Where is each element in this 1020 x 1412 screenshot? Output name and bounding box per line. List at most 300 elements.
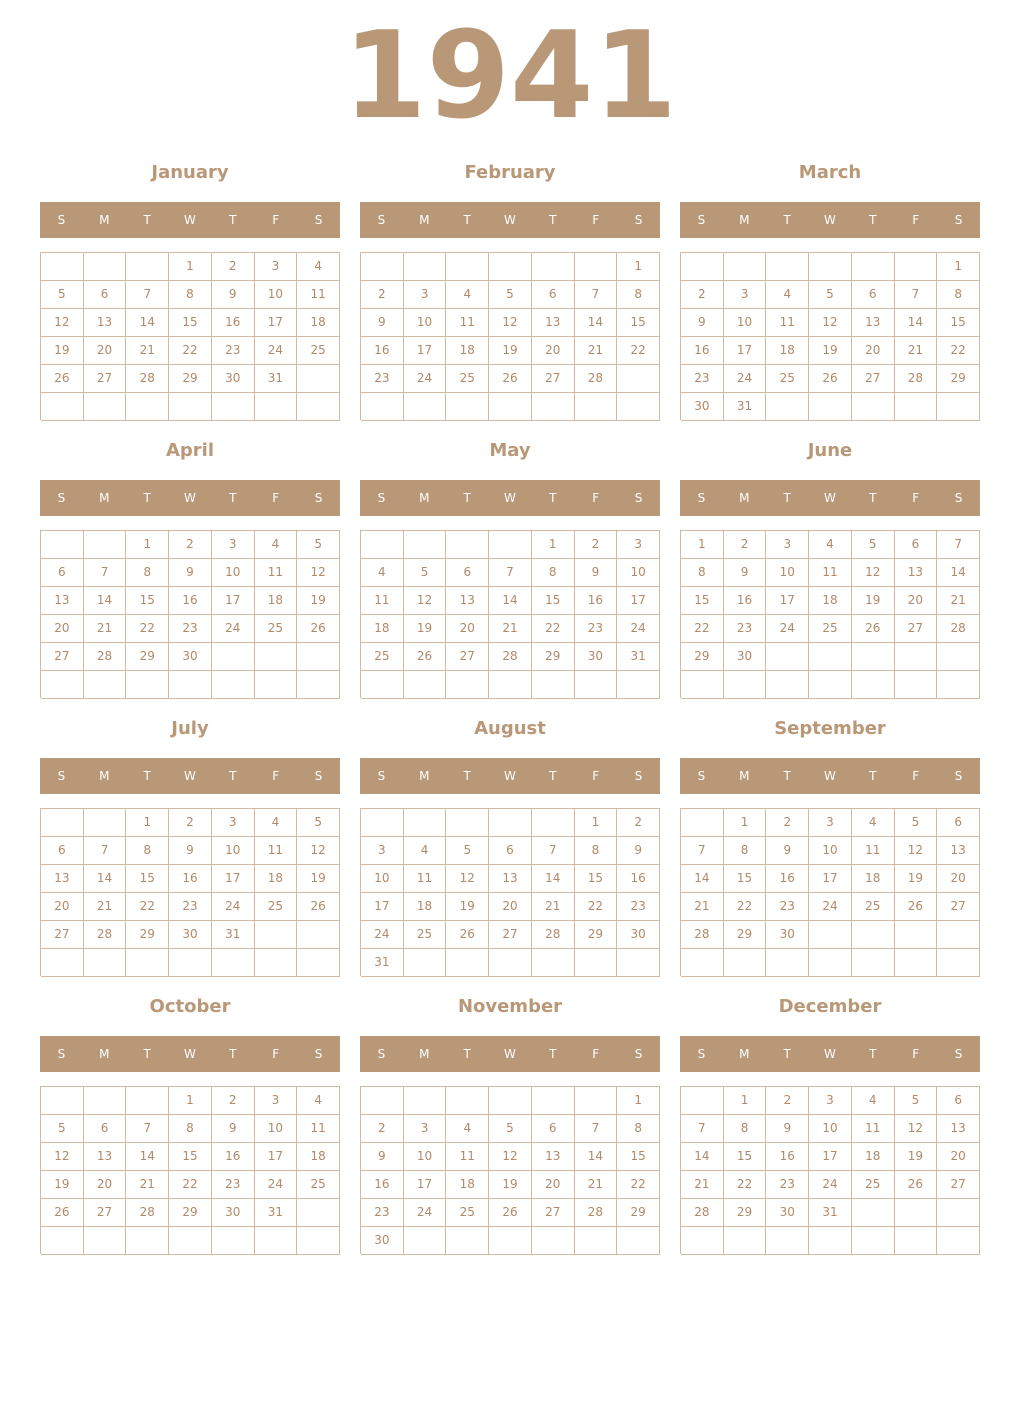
day-cell <box>809 671 852 699</box>
day-cell: 20 <box>41 615 84 643</box>
day-cell <box>297 365 340 393</box>
day-cell: 30 <box>681 393 724 421</box>
day-cell: 14 <box>126 309 169 337</box>
day-cell: 27 <box>41 643 84 671</box>
day-cell: 22 <box>169 337 212 365</box>
day-cell: 28 <box>937 615 980 643</box>
day-cell: 7 <box>126 1115 169 1143</box>
day-cell: 11 <box>766 309 809 337</box>
day-cell: 31 <box>255 365 298 393</box>
day-cell: 11 <box>255 837 298 865</box>
day-cell: 9 <box>575 559 618 587</box>
day-cell: 11 <box>404 865 447 893</box>
day-cell: 9 <box>766 837 809 865</box>
day-cell <box>41 949 84 977</box>
day-cell: 14 <box>489 587 532 615</box>
day-cell: 28 <box>681 1199 724 1227</box>
weekday-label: T <box>463 1047 471 1061</box>
day-cell <box>84 393 127 421</box>
day-cell <box>446 949 489 977</box>
day-cell: 29 <box>681 643 724 671</box>
day-cell: 8 <box>724 1115 767 1143</box>
day-cell: 10 <box>212 559 255 587</box>
day-cell: 8 <box>532 559 575 587</box>
day-cell: 18 <box>255 865 298 893</box>
weekday-label: S <box>57 213 66 227</box>
day-cell: 27 <box>937 1171 980 1199</box>
day-cell <box>212 949 255 977</box>
day-cell <box>852 1227 895 1255</box>
day-cell: 18 <box>404 893 447 921</box>
day-cell: 1 <box>617 1087 660 1115</box>
day-cell <box>41 1087 84 1115</box>
day-cell: 31 <box>809 1199 852 1227</box>
day-cell: 4 <box>255 809 298 837</box>
day-cell: 5 <box>404 559 447 587</box>
weekday-header <box>680 758 980 794</box>
day-cell: 27 <box>532 365 575 393</box>
day-cell: 20 <box>937 865 980 893</box>
day-cell <box>937 921 980 949</box>
month-name: October <box>149 996 231 1017</box>
day-cell <box>126 1087 169 1115</box>
day-cell: 30 <box>169 643 212 671</box>
day-cell <box>41 393 84 421</box>
day-cell: 4 <box>297 253 340 281</box>
day-cell: 13 <box>532 309 575 337</box>
day-cell: 3 <box>617 531 660 559</box>
day-cell <box>489 393 532 421</box>
day-cell: 17 <box>724 337 767 365</box>
day-cell: 26 <box>297 615 340 643</box>
month-name: December <box>778 996 882 1017</box>
day-cell: 18 <box>255 587 298 615</box>
day-cell: 23 <box>681 365 724 393</box>
weekday-label: S <box>634 491 643 505</box>
day-cell: 1 <box>724 1087 767 1115</box>
day-cell: 11 <box>297 281 340 309</box>
day-cell: 8 <box>681 559 724 587</box>
day-cell: 22 <box>724 893 767 921</box>
day-cell: 23 <box>169 893 212 921</box>
day-cell: 2 <box>575 531 618 559</box>
day-cell: 9 <box>724 559 767 587</box>
day-cell: 4 <box>404 837 447 865</box>
day-cell: 12 <box>404 587 447 615</box>
weekday-label: W <box>184 769 196 783</box>
day-cell: 13 <box>41 587 84 615</box>
day-cell <box>617 1227 660 1255</box>
day-cell <box>937 671 980 699</box>
day-cell: 21 <box>937 587 980 615</box>
day-cell: 27 <box>84 365 127 393</box>
weekday-label: M <box>419 769 430 783</box>
day-cell: 11 <box>297 1115 340 1143</box>
day-cell <box>41 531 84 559</box>
day-cell <box>297 921 340 949</box>
day-cell <box>724 949 767 977</box>
day-cell <box>575 1227 618 1255</box>
weekday-header <box>40 202 340 238</box>
weekday-label: M <box>739 491 750 505</box>
day-grid <box>680 530 980 698</box>
day-cell: 26 <box>41 365 84 393</box>
day-cell: 20 <box>446 615 489 643</box>
day-grid <box>40 252 340 420</box>
day-cell <box>895 949 938 977</box>
weekday-label: S <box>314 769 323 783</box>
day-cell <box>766 393 809 421</box>
day-cell: 21 <box>84 893 127 921</box>
weekday-label: T <box>549 213 557 227</box>
day-cell: 23 <box>766 1171 809 1199</box>
day-cell <box>255 1227 298 1255</box>
day-cell <box>895 643 938 671</box>
day-cell: 2 <box>766 1087 809 1115</box>
day-cell: 3 <box>766 531 809 559</box>
day-cell: 15 <box>681 587 724 615</box>
weekday-label: T <box>869 213 877 227</box>
day-cell: 10 <box>809 837 852 865</box>
day-cell <box>766 1227 809 1255</box>
day-cell: 22 <box>724 1171 767 1199</box>
day-cell <box>212 1227 255 1255</box>
weekday-label: T <box>463 213 471 227</box>
weekday-label: W <box>184 491 196 505</box>
day-cell: 29 <box>724 921 767 949</box>
day-cell: 15 <box>937 309 980 337</box>
day-cell: 15 <box>126 865 169 893</box>
weekday-header <box>360 1036 660 1072</box>
day-cell: 14 <box>575 309 618 337</box>
weekday-label: F <box>592 769 600 783</box>
weekday-label: T <box>229 769 237 783</box>
day-cell <box>895 1227 938 1255</box>
day-cell: 25 <box>446 1199 489 1227</box>
day-cell <box>489 671 532 699</box>
day-cell <box>724 671 767 699</box>
day-cell <box>255 393 298 421</box>
weekday-label: S <box>57 491 66 505</box>
day-cell <box>404 1227 447 1255</box>
day-cell: 13 <box>489 865 532 893</box>
day-cell: 15 <box>617 309 660 337</box>
day-cell: 1 <box>617 253 660 281</box>
day-cell: 29 <box>126 643 169 671</box>
weekday-label: M <box>99 769 110 783</box>
day-cell: 23 <box>361 365 404 393</box>
day-cell: 18 <box>446 1171 489 1199</box>
day-cell: 7 <box>575 1115 618 1143</box>
weekday-label: S <box>634 769 643 783</box>
weekday-label: T <box>463 491 471 505</box>
day-cell: 5 <box>41 281 84 309</box>
day-cell: 24 <box>212 615 255 643</box>
day-cell <box>41 1227 84 1255</box>
day-cell: 14 <box>575 1143 618 1171</box>
day-cell: 4 <box>766 281 809 309</box>
day-cell: 17 <box>766 587 809 615</box>
weekday-label: F <box>272 769 280 783</box>
weekday-label: S <box>697 213 706 227</box>
day-cell: 25 <box>809 615 852 643</box>
day-grid <box>40 1086 340 1254</box>
weekday-header <box>360 758 660 794</box>
day-cell: 9 <box>169 559 212 587</box>
day-cell: 5 <box>489 1115 532 1143</box>
weekday-label: M <box>99 213 110 227</box>
day-cell <box>297 643 340 671</box>
day-cell: 28 <box>84 643 127 671</box>
day-cell: 25 <box>852 893 895 921</box>
day-cell: 10 <box>212 837 255 865</box>
day-cell: 30 <box>212 1199 255 1227</box>
month-name: March <box>798 162 862 183</box>
day-cell: 18 <box>809 587 852 615</box>
day-cell <box>446 671 489 699</box>
day-cell <box>84 671 127 699</box>
weekday-label: T <box>143 491 151 505</box>
day-cell: 15 <box>169 1143 212 1171</box>
day-cell <box>809 1227 852 1255</box>
day-cell <box>575 949 618 977</box>
weekday-label: T <box>229 213 237 227</box>
day-cell: 16 <box>169 587 212 615</box>
day-cell: 9 <box>361 309 404 337</box>
day-cell: 15 <box>724 1143 767 1171</box>
day-cell: 11 <box>361 587 404 615</box>
day-cell: 26 <box>809 365 852 393</box>
weekday-label: F <box>592 491 600 505</box>
day-cell <box>937 393 980 421</box>
day-cell: 6 <box>895 531 938 559</box>
day-cell <box>126 393 169 421</box>
day-cell: 25 <box>297 1171 340 1199</box>
day-cell: 30 <box>575 643 618 671</box>
day-cell <box>532 253 575 281</box>
day-cell: 19 <box>297 865 340 893</box>
day-cell: 30 <box>617 921 660 949</box>
day-cell: 2 <box>724 531 767 559</box>
day-cell: 17 <box>212 865 255 893</box>
weekday-label: T <box>143 769 151 783</box>
day-cell: 2 <box>212 1087 255 1115</box>
weekday-header <box>680 202 980 238</box>
day-cell: 6 <box>532 281 575 309</box>
day-cell: 13 <box>937 837 980 865</box>
day-cell: 30 <box>169 921 212 949</box>
day-cell: 23 <box>169 615 212 643</box>
day-cell: 14 <box>681 1143 724 1171</box>
day-cell <box>532 1087 575 1115</box>
weekday-label: S <box>697 1047 706 1061</box>
day-cell: 18 <box>852 1143 895 1171</box>
day-cell: 24 <box>809 893 852 921</box>
day-cell: 17 <box>404 1171 447 1199</box>
day-cell: 12 <box>41 1143 84 1171</box>
day-grid <box>40 530 340 698</box>
day-cell <box>575 393 618 421</box>
day-cell <box>852 949 895 977</box>
day-cell: 5 <box>41 1115 84 1143</box>
day-cell: 19 <box>489 1171 532 1199</box>
day-cell: 18 <box>361 615 404 643</box>
day-cell: 1 <box>532 531 575 559</box>
day-cell: 23 <box>724 615 767 643</box>
day-cell: 16 <box>212 1143 255 1171</box>
day-cell <box>681 253 724 281</box>
day-cell <box>446 393 489 421</box>
weekday-label: S <box>377 769 386 783</box>
weekday-label: T <box>549 1047 557 1061</box>
weekday-label: F <box>912 491 920 505</box>
day-cell: 16 <box>617 865 660 893</box>
day-cell: 26 <box>895 1171 938 1199</box>
day-cell: 15 <box>169 309 212 337</box>
day-cell: 25 <box>404 921 447 949</box>
day-cell: 12 <box>489 1143 532 1171</box>
day-cell: 14 <box>681 865 724 893</box>
day-cell: 9 <box>681 309 724 337</box>
day-cell: 7 <box>681 837 724 865</box>
day-cell: 19 <box>41 337 84 365</box>
day-cell: 24 <box>724 365 767 393</box>
day-cell <box>41 253 84 281</box>
day-cell <box>446 809 489 837</box>
day-cell <box>84 1227 127 1255</box>
day-cell: 19 <box>297 587 340 615</box>
day-cell: 25 <box>361 643 404 671</box>
day-cell: 6 <box>84 281 127 309</box>
day-cell: 6 <box>446 559 489 587</box>
day-cell: 8 <box>724 837 767 865</box>
day-cell: 24 <box>212 893 255 921</box>
day-cell <box>255 921 298 949</box>
day-cell <box>361 531 404 559</box>
day-cell <box>297 1199 340 1227</box>
day-cell <box>766 671 809 699</box>
day-cell: 28 <box>681 921 724 949</box>
day-cell: 7 <box>84 837 127 865</box>
weekday-label: S <box>634 213 643 227</box>
day-cell: 30 <box>724 643 767 671</box>
day-cell <box>724 1227 767 1255</box>
day-cell: 8 <box>617 281 660 309</box>
day-cell <box>446 531 489 559</box>
day-cell: 21 <box>126 1171 169 1199</box>
weekday-label: F <box>592 1047 600 1061</box>
day-cell <box>361 809 404 837</box>
day-cell: 28 <box>126 365 169 393</box>
day-cell: 20 <box>41 893 84 921</box>
day-cell: 10 <box>724 309 767 337</box>
day-grid <box>680 808 980 976</box>
weekday-label: M <box>739 213 750 227</box>
day-cell <box>446 1227 489 1255</box>
day-cell <box>297 671 340 699</box>
month-name: April <box>165 440 215 461</box>
day-cell: 4 <box>255 531 298 559</box>
day-cell: 9 <box>212 281 255 309</box>
day-cell: 15 <box>126 587 169 615</box>
weekday-label: W <box>824 491 836 505</box>
day-cell: 26 <box>489 365 532 393</box>
day-cell: 3 <box>255 253 298 281</box>
weekday-label: T <box>869 1047 877 1061</box>
day-cell: 28 <box>489 643 532 671</box>
weekday-label: M <box>419 491 430 505</box>
day-cell: 29 <box>937 365 980 393</box>
day-cell <box>169 1227 212 1255</box>
weekday-label: M <box>419 1047 430 1061</box>
day-cell: 1 <box>169 253 212 281</box>
day-cell: 12 <box>297 559 340 587</box>
weekday-label: W <box>504 1047 516 1061</box>
day-cell <box>809 393 852 421</box>
day-cell: 10 <box>766 559 809 587</box>
day-cell: 25 <box>446 365 489 393</box>
day-cell: 25 <box>255 615 298 643</box>
day-cell: 12 <box>895 837 938 865</box>
day-cell <box>766 643 809 671</box>
day-cell: 14 <box>84 587 127 615</box>
day-cell: 3 <box>404 281 447 309</box>
day-cell: 26 <box>852 615 895 643</box>
day-cell: 1 <box>126 809 169 837</box>
weekday-label: T <box>783 769 791 783</box>
day-cell: 14 <box>84 865 127 893</box>
day-cell <box>852 643 895 671</box>
day-cell: 7 <box>575 281 618 309</box>
day-cell: 9 <box>169 837 212 865</box>
day-cell <box>489 253 532 281</box>
day-cell <box>852 921 895 949</box>
day-cell: 1 <box>169 1087 212 1115</box>
day-cell: 21 <box>681 893 724 921</box>
day-cell <box>255 643 298 671</box>
day-cell <box>404 809 447 837</box>
day-cell <box>532 949 575 977</box>
day-cell: 26 <box>446 921 489 949</box>
day-cell: 24 <box>255 337 298 365</box>
day-grid <box>680 252 980 420</box>
day-cell <box>681 671 724 699</box>
day-cell: 31 <box>724 393 767 421</box>
weekday-label: M <box>99 1047 110 1061</box>
day-grid <box>680 1086 980 1254</box>
day-cell <box>575 253 618 281</box>
weekday-label: S <box>634 1047 643 1061</box>
day-cell: 17 <box>617 587 660 615</box>
weekday-label: F <box>912 1047 920 1061</box>
day-cell: 13 <box>41 865 84 893</box>
weekday-label: S <box>697 491 706 505</box>
weekday-header <box>40 1036 340 1072</box>
weekday-label: W <box>824 769 836 783</box>
day-cell: 6 <box>84 1115 127 1143</box>
day-cell: 22 <box>126 615 169 643</box>
day-cell: 2 <box>766 809 809 837</box>
day-cell <box>84 531 127 559</box>
day-cell: 25 <box>255 893 298 921</box>
day-cell: 14 <box>895 309 938 337</box>
month-name: November <box>457 996 563 1017</box>
weekday-label: M <box>99 491 110 505</box>
day-cell: 6 <box>489 837 532 865</box>
month-name: July <box>171 718 209 739</box>
day-cell: 31 <box>617 643 660 671</box>
day-cell: 4 <box>852 1087 895 1115</box>
